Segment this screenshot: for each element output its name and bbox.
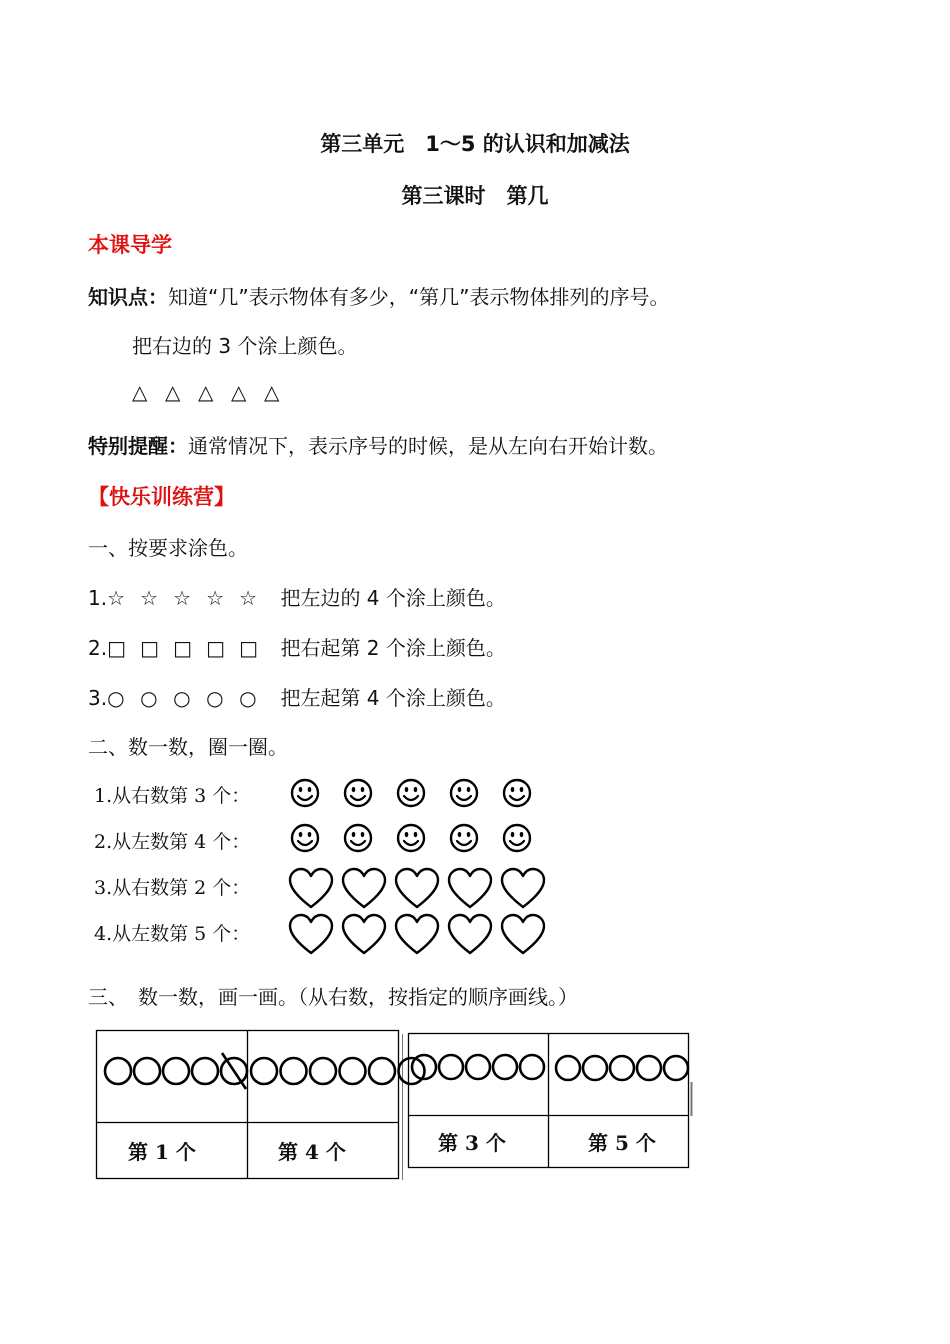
circle-icon: ○ (206, 686, 224, 710)
circle-icon (281, 1058, 307, 1084)
circle-icon (556, 1056, 580, 1080)
item-instruction: 把左起第 4 个涂上颜色。 (280, 686, 506, 710)
circle-icon (310, 1058, 336, 1084)
circle-icon (369, 1058, 395, 1084)
circle-icon (664, 1056, 688, 1080)
section2-label-1: 1.从右数第 3 个： (94, 785, 251, 807)
circle-icon (637, 1056, 661, 1080)
square-icon: □ (107, 636, 126, 660)
item-number: 2. (88, 636, 108, 660)
triangle-icon: △ (165, 380, 181, 404)
triangle-icon: △ (231, 380, 247, 404)
unit-title: 第三单元 1～5 的认识和加减法 (320, 132, 630, 156)
circle-icon (340, 1058, 366, 1084)
square-icon: □ (239, 636, 258, 660)
circle-icon: ○ (140, 686, 158, 710)
section1-heading: 一、按要求涂色。 (88, 536, 248, 560)
item-instruction: 把右起第 2 个涂上颜色。 (280, 636, 506, 660)
example-instruction: 把右边的 3 个涂上颜色。 (132, 334, 358, 358)
section3-heading: 三、 数一数，画一画。（从右数，按指定的顺序画线。） (88, 985, 578, 1009)
circle-icon (493, 1055, 517, 1079)
triangle-icon: △ (264, 380, 280, 404)
square-icon: □ (140, 636, 159, 660)
section2-label-2: 2.从左数第 4 个： (94, 831, 251, 853)
circle-icon (105, 1058, 131, 1084)
star-icon: ☆ (206, 586, 225, 610)
triangle-icon: △ (132, 380, 148, 404)
circle-icon: ○ (107, 686, 125, 710)
square-icon: □ (173, 636, 192, 660)
section2-label-3: 3.从右数第 2 个： (94, 877, 251, 899)
cell-label-4: 第 5 个 (588, 1131, 656, 1155)
star-icon: ☆ (140, 586, 159, 610)
reminder-label: 特别提醒： (88, 434, 188, 458)
circle-icon (221, 1053, 247, 1089)
lesson-title: 第三课时 第几 (401, 184, 549, 208)
cell-label-2: 第 4 个 (278, 1140, 346, 1164)
guide-heading: 本课导学 (88, 233, 172, 257)
circle-icon (610, 1056, 634, 1080)
knowledge-text: 知道“几”表示物体有多少，“第几”表示物体排列的序号。 (168, 285, 670, 309)
circle-icon (134, 1058, 160, 1084)
item-number: 3. (88, 686, 108, 710)
item-instruction: 把左边的 4 个涂上颜色。 (280, 586, 506, 610)
circles-layer (105, 1053, 688, 1089)
circle-icon (466, 1055, 490, 1079)
item-number: 1. (88, 586, 108, 610)
circle-icon: ○ (173, 686, 191, 710)
section2-label-4: 4.从左数第 5 个： (94, 923, 251, 945)
section2-heading: 二、数一数，圈一圈。 (88, 735, 288, 759)
circle-icon (583, 1056, 607, 1080)
circle-icon (251, 1058, 277, 1084)
star-icon: ☆ (107, 586, 126, 610)
cell-label-3: 第 3 个 (438, 1131, 506, 1155)
circle-icon (520, 1055, 544, 1079)
circle-icon (439, 1055, 463, 1079)
star-icon: ☆ (173, 586, 192, 610)
knowledge-label: 知识点： (88, 285, 168, 309)
circle-icon (163, 1058, 189, 1084)
camp-heading: 【快乐训练营】 (88, 485, 235, 509)
star-icon: ☆ (239, 586, 258, 610)
reminder-text: 通常情况下，表示序号的时候，是从左向右开始计数。 (188, 434, 668, 458)
cell-label-1: 第 1 个 (128, 1140, 196, 1164)
triangle-icon: △ (198, 380, 214, 404)
circle-icon: ○ (239, 686, 257, 710)
square-icon: □ (206, 636, 225, 660)
circle-icon (192, 1058, 218, 1084)
